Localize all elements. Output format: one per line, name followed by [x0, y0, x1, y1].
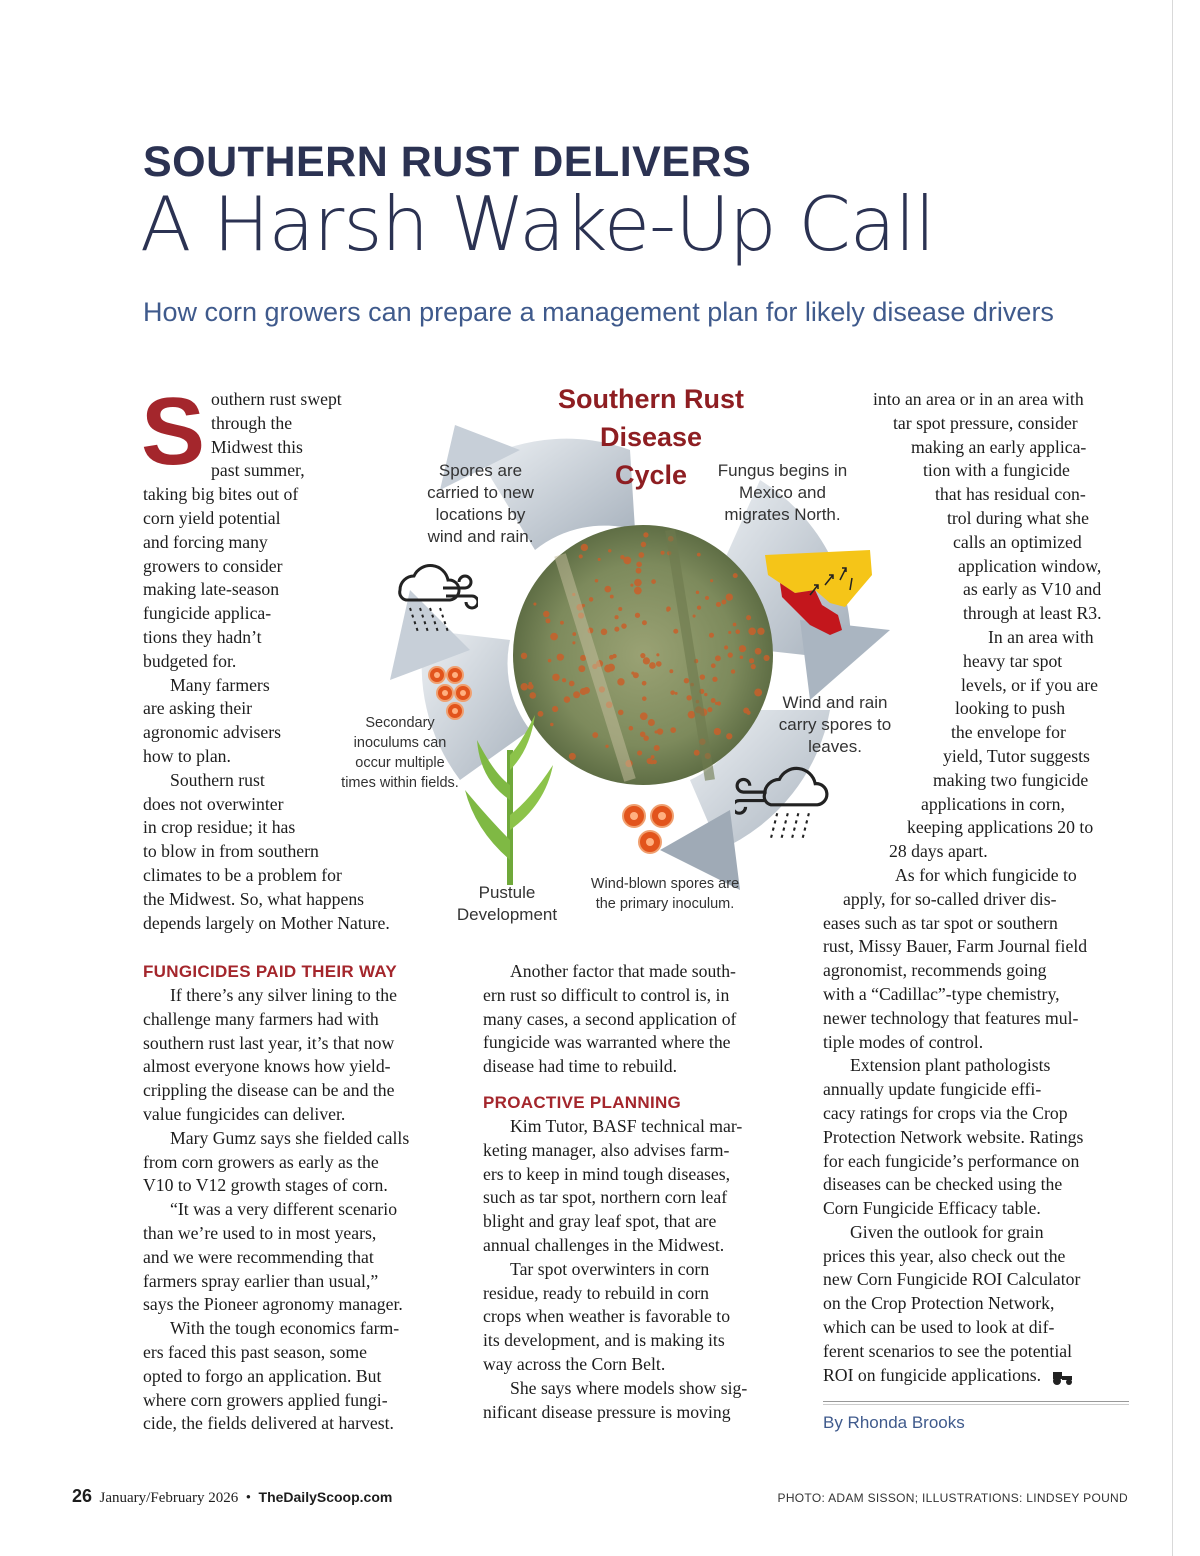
text-line: Corn Fungicide Efficacy table.: [823, 1198, 1041, 1219]
diagram-title-line-3: Cycle: [614, 460, 688, 490]
text-line: calls an optimized: [953, 531, 1082, 552]
text-line: that has residual con-: [935, 484, 1086, 505]
text-line: new Corn Fungicide ROI Calculator: [823, 1269, 1081, 1290]
text-line: Another factor that made south-: [510, 961, 736, 981]
text-line: apply, for so-called driver dis-: [843, 888, 1057, 909]
text-line: rust, Missy Bauer, Farm Journal field: [823, 936, 1088, 957]
text-line: taking big bites out of: [143, 484, 299, 505]
article-headline: A Harsh Wake-Up Call: [140, 180, 935, 268]
text-line: Midwest this: [211, 436, 303, 457]
label-line: Secondary: [365, 715, 435, 731]
text-line: She says where models show sig-: [510, 1377, 748, 1398]
label-line: wind and rain.: [427, 527, 534, 546]
text-line: cide, the fields delivered at harvest.: [143, 1413, 394, 1434]
diagram-title-line-1: Southern Rust: [558, 384, 744, 414]
step-pustule-label: [442, 882, 572, 926]
text-line: Many farmers: [170, 674, 270, 695]
text-line: trol during what she: [947, 507, 1089, 528]
text-line: As for which fungicide to: [895, 864, 1077, 885]
text-line: agronomic advisers: [143, 722, 282, 743]
text-line: from corn growers as early as the: [143, 1151, 379, 1172]
label-line: times within fields.: [341, 775, 459, 791]
column-3-lines: [823, 388, 1133, 1387]
text-line: cacy ratings for crops via the Crop: [823, 1102, 1068, 1123]
text-line: than we’re used to in most years,: [143, 1222, 377, 1243]
text-line: for each fungicide’s performance on: [823, 1150, 1080, 1171]
footer-bullet: •: [245, 1490, 252, 1506]
text-line: challenge many farmers had with: [143, 1008, 379, 1029]
text-line: tions they hadn’t: [143, 626, 262, 647]
text-line: way across the Corn Belt.: [483, 1353, 666, 1374]
text-line: V10 to V12 growth stages of corn.: [143, 1175, 388, 1196]
text-line: does not overwinter: [143, 793, 284, 814]
label-line: Wind and rain: [782, 693, 888, 712]
text-line: making two fungicide: [933, 769, 1089, 790]
text-line: newer technology that features mul-: [823, 1007, 1079, 1028]
text-line: tiple modes of control.: [823, 1031, 984, 1052]
text-line: Kim Tutor, BASF technical mar-: [510, 1115, 743, 1136]
text-line: as early as V10 and: [963, 579, 1102, 600]
text-line: tion with a fungicide: [923, 460, 1070, 481]
text-line: Protection Network website. Ratings: [823, 1126, 1084, 1147]
text-line: With the tough economics farm-: [170, 1318, 400, 1339]
text-line: value fungicides can deliver.: [143, 1103, 346, 1124]
text-line: application window,: [958, 555, 1102, 576]
text-line: ers faced this past season, some: [143, 1341, 367, 1362]
text-line: its development, and is making its: [483, 1330, 725, 1351]
text-line: If there’s any silver lining to the: [170, 985, 397, 1005]
label-line: Fungus begins in: [717, 461, 848, 480]
issue-date: January/February 2026: [99, 1490, 239, 1506]
text-line: in crop residue; it has: [143, 817, 296, 838]
label-line: locations by: [435, 505, 526, 524]
text-line: almost everyone knows how yield-: [143, 1056, 391, 1077]
text-line: budgeted for.: [143, 650, 237, 671]
label-line: occur multiple: [355, 755, 445, 771]
text-line: Tar spot overwinters in corn: [510, 1258, 710, 1279]
text-line: and we were recommending that: [143, 1246, 374, 1267]
text-line: such as tar spot, northern corn leaf: [483, 1187, 728, 1208]
drop-cap: S: [141, 378, 206, 485]
text-line: crippling the disease can be and the: [143, 1080, 395, 1101]
text-line: the envelope for: [951, 722, 1066, 743]
diagram-title-line-2: Disease: [599, 422, 703, 452]
photo-credit: PHOTO: ADAM SISSON; ILLUSTRATIONS: LINDSEY POUND: [777, 1491, 1128, 1505]
cloud-wind-rain-icon: [735, 752, 830, 847]
text-line: into an area or in an area with: [873, 389, 1084, 409]
text-line: making late-season: [143, 579, 280, 600]
text-line: says the Pioneer agronomy manager.: [143, 1294, 403, 1315]
text-line: many cases, a second application of: [483, 1008, 737, 1029]
corn-plant-icon: [465, 710, 555, 885]
label-line: the primary inoculum.: [595, 896, 735, 912]
label-line: migrates North.: [724, 505, 841, 524]
text-line: with a “Cadillac”-type chemistry,: [823, 983, 1060, 1004]
step-spread-label: [408, 460, 553, 548]
text-line: diseases can be checked using the: [823, 1174, 1063, 1195]
text-line: keting manager, also advises farm-: [483, 1139, 730, 1160]
subhead-fungicides: FUNGICIDES PAID THEIR WAY: [143, 962, 398, 981]
page-number: 26: [72, 1486, 93, 1506]
text-line: In an area with: [988, 626, 1094, 647]
spore-cluster-icon: [620, 802, 680, 860]
text-line: eases such as tar spot or southern: [823, 912, 1058, 933]
step-secondary-label: [320, 713, 480, 793]
text-line: looking to push: [955, 698, 1066, 719]
text-line: “It was a very different scenario: [170, 1199, 398, 1220]
text-line: Extension plant pathologists: [850, 1055, 1051, 1076]
label-line: Mexico and: [739, 483, 826, 502]
text-line: through at least R3.: [963, 603, 1102, 624]
article-kicker: SOUTHERN RUST DELIVERS: [143, 138, 752, 186]
text-line: on the Crop Protection Network,: [823, 1293, 1055, 1314]
site-name: TheDailyScoop.com: [258, 1489, 393, 1505]
text-line: applications in corn,: [921, 793, 1065, 814]
text-line: 28 days apart.: [889, 841, 988, 862]
text-line: past summer,: [211, 460, 305, 481]
label-line: carried to new: [427, 483, 534, 502]
page-footer: [72, 1486, 392, 1507]
column-3-body: [823, 388, 1133, 1387]
text-line: which can be used to look at dif-: [823, 1317, 1055, 1338]
text-line: opted to forgo an application. But: [143, 1365, 382, 1386]
label-line: Development: [456, 905, 558, 924]
column-2-lines-a: [483, 960, 783, 1079]
text-line: Mary Gumz says she fielded calls: [170, 1127, 410, 1148]
label-line: inoculums can: [353, 735, 447, 751]
text-line: through the: [211, 412, 293, 433]
text-line: Southern rust: [170, 769, 265, 790]
text-line: crops when weather is favorable to: [483, 1306, 731, 1327]
column-1-body-lines: [143, 984, 453, 1436]
text-line: heavy tar spot: [963, 650, 1063, 671]
text-line: outhern rust swept: [211, 389, 342, 409]
text-line: nificant disease pressure is moving: [483, 1401, 731, 1422]
label-line: Spores are: [438, 461, 523, 480]
tractor-end-icon: [1049, 1369, 1077, 1385]
text-line: keeping applications 20 to: [907, 817, 1094, 838]
text-line: levels, or if you are: [961, 674, 1099, 695]
text-line: ferent scenarios to see the potential: [823, 1340, 1072, 1361]
text-line: growers to consider: [143, 555, 283, 576]
text-line: depends largely on Mother Nature.: [143, 912, 390, 933]
text-line: farmers spray earlier than usual,”: [143, 1270, 379, 1291]
byline-rule: [823, 1404, 1129, 1405]
text-line: ROI on fungicide applications.: [823, 1364, 1133, 1388]
text-line: yield, Tutor suggests: [943, 745, 1090, 766]
text-line: corn yield potential: [143, 507, 281, 528]
text-line: agronomist, recommends going: [823, 960, 1047, 981]
text-line: tar spot pressure, consider: [893, 412, 1078, 433]
text-line: climates to be a problem for: [143, 864, 342, 885]
text-line: the Midwest. So, what happens: [143, 888, 365, 909]
page-edge-line: [1172, 0, 1173, 1556]
article-dek: How corn growers can prepare a management plan for likely disease drivers: [143, 297, 1054, 327]
label-line: carry spores to: [778, 715, 892, 734]
text-line: making an early applica-: [911, 436, 1087, 457]
text-line: annual challenges in the Midwest.: [483, 1234, 725, 1255]
cloud-wind-rain-icon: [388, 550, 478, 640]
subhead-proactive: PROACTIVE PLANNING: [483, 1092, 682, 1112]
text-line: ers to keep in mind tough diseases,: [483, 1163, 731, 1184]
text-line: residue, ready to rebuild in corn: [483, 1282, 709, 1303]
text-line: where corn growers applied fungi-: [143, 1389, 388, 1410]
text-line: ern rust so difficult to control is, in: [483, 984, 730, 1005]
text-line: southern rust last year, it’s that now: [143, 1032, 395, 1053]
column-1-body: [143, 960, 453, 1436]
column-2-body: [483, 960, 783, 1424]
text-line: and forcing many: [143, 531, 268, 552]
byline-rule: [823, 1401, 1129, 1402]
label-line: leaves.: [808, 737, 862, 756]
text-line: annually update fungicide effi-: [823, 1079, 1042, 1100]
text-line: blight and gray leaf spot, that are: [483, 1211, 717, 1232]
text-line: fungicide applica-: [143, 603, 272, 624]
column-2-lines-b: [483, 1115, 783, 1424]
text-line: Given the outlook for grain: [850, 1221, 1044, 1242]
text-line: disease had time to rebuild.: [483, 1056, 678, 1077]
label-line: Pustule: [478, 883, 536, 902]
text-line: how to plan.: [143, 745, 231, 766]
text-line: prices this year, also check out the: [823, 1245, 1066, 1266]
text-line: are asking their: [143, 698, 253, 719]
text-line: to blow in from southern: [143, 841, 319, 862]
label-line: Wind-blown spores are: [590, 876, 740, 892]
step-primary-label: [575, 874, 755, 914]
byline: By Rhonda Brooks: [823, 1413, 965, 1432]
text-line: fungicide was warranted where the: [483, 1032, 731, 1053]
